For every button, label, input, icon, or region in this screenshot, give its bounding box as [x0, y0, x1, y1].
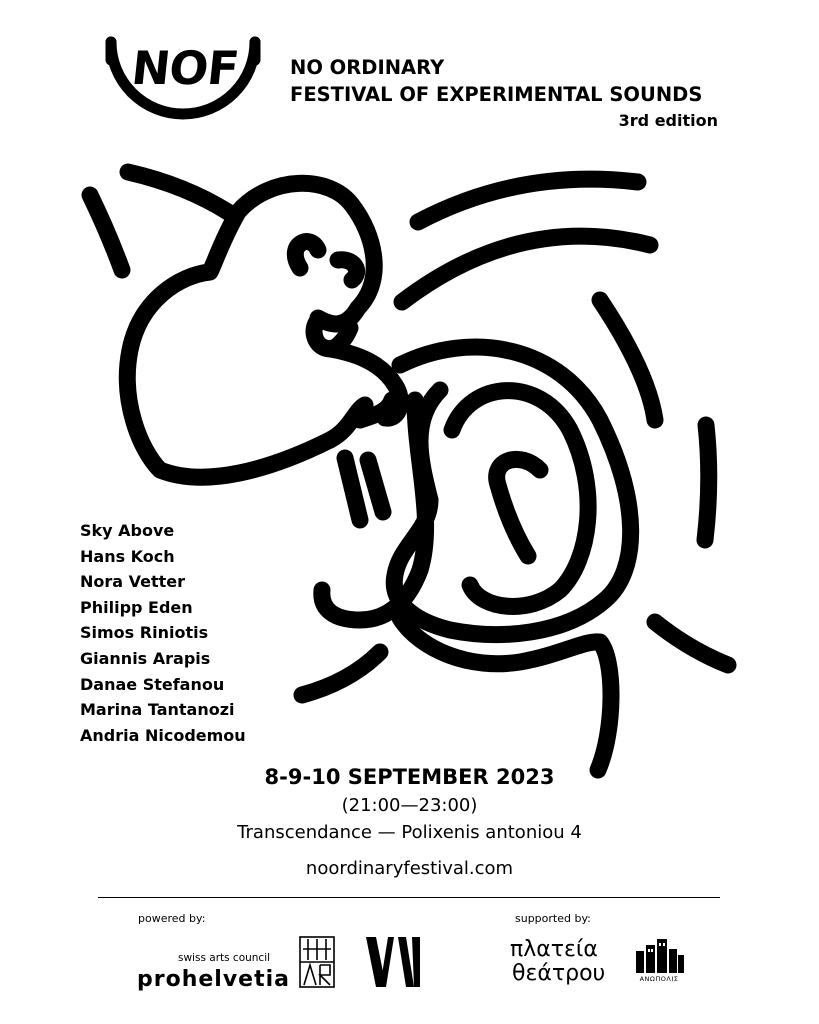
sound-arc	[302, 652, 380, 695]
plateia-theatrou-logo-line-2: θεάτρου	[512, 961, 606, 986]
supported-by-label: supported by:	[515, 912, 591, 925]
artist-name: Simos Riniotis	[80, 623, 209, 643]
festival-title-line-1: NO ORDINARY	[290, 56, 445, 79]
artist-name: Hans Koch	[80, 546, 175, 566]
powered-by-label: powered by:	[138, 912, 206, 925]
swiss-arts-council-text: swiss arts council	[178, 952, 271, 964]
sound-arc	[128, 172, 228, 212]
ear-inner	[452, 391, 588, 607]
arts-logo-icon	[298, 935, 336, 989]
event-hours: (21:00—23:00)	[341, 795, 478, 816]
anopolis-text: ΑΝΩΠΟΛΙΣ	[639, 975, 679, 983]
plateia-theatrou-logo-line-1: πλατεία	[510, 937, 598, 962]
artist-name: Philipp Eden	[80, 597, 193, 617]
artist-name: Giannis Arapis	[80, 648, 211, 668]
artist-name: Andria Nicodemou	[80, 725, 246, 745]
edition-label: 3rd edition	[618, 111, 718, 130]
artist-name: Nora Vetter	[80, 572, 186, 592]
sound-arc	[402, 236, 650, 302]
figure-nose	[338, 260, 357, 280]
figure-outline	[238, 183, 374, 324]
figure-finger	[345, 458, 360, 520]
divider	[98, 897, 720, 898]
sound-arc	[655, 622, 728, 665]
event-dates: 8-9-10 SEPTEMBER 2023	[264, 765, 555, 789]
sound-arc	[90, 195, 122, 270]
ear-canal	[497, 459, 540, 556]
event-venue: Transcendance — Polixenis antoniou 4	[237, 822, 582, 843]
artist-name: Sky Above	[80, 521, 175, 540]
festival-title-line-2: FESTIVAL OF EXPERIMENTAL SOUNDS	[290, 83, 703, 106]
sound-arc	[705, 425, 709, 540]
artist-lineup	[80, 518, 246, 748]
sound-arc	[418, 179, 638, 222]
figure-eye	[295, 242, 318, 268]
festival-website-link[interactable]: noordinaryfestival.com	[305, 858, 514, 879]
vn-logo-icon	[364, 935, 422, 989]
logo-text: NOF	[129, 41, 241, 95]
artist-name: Marina Tantanozi	[80, 700, 235, 720]
figure-finger	[368, 460, 383, 512]
artist-name: Danae Stefanou	[80, 674, 225, 694]
sound-arc	[600, 300, 655, 420]
prohelvetia-logo: prohelvetia	[137, 967, 291, 992]
